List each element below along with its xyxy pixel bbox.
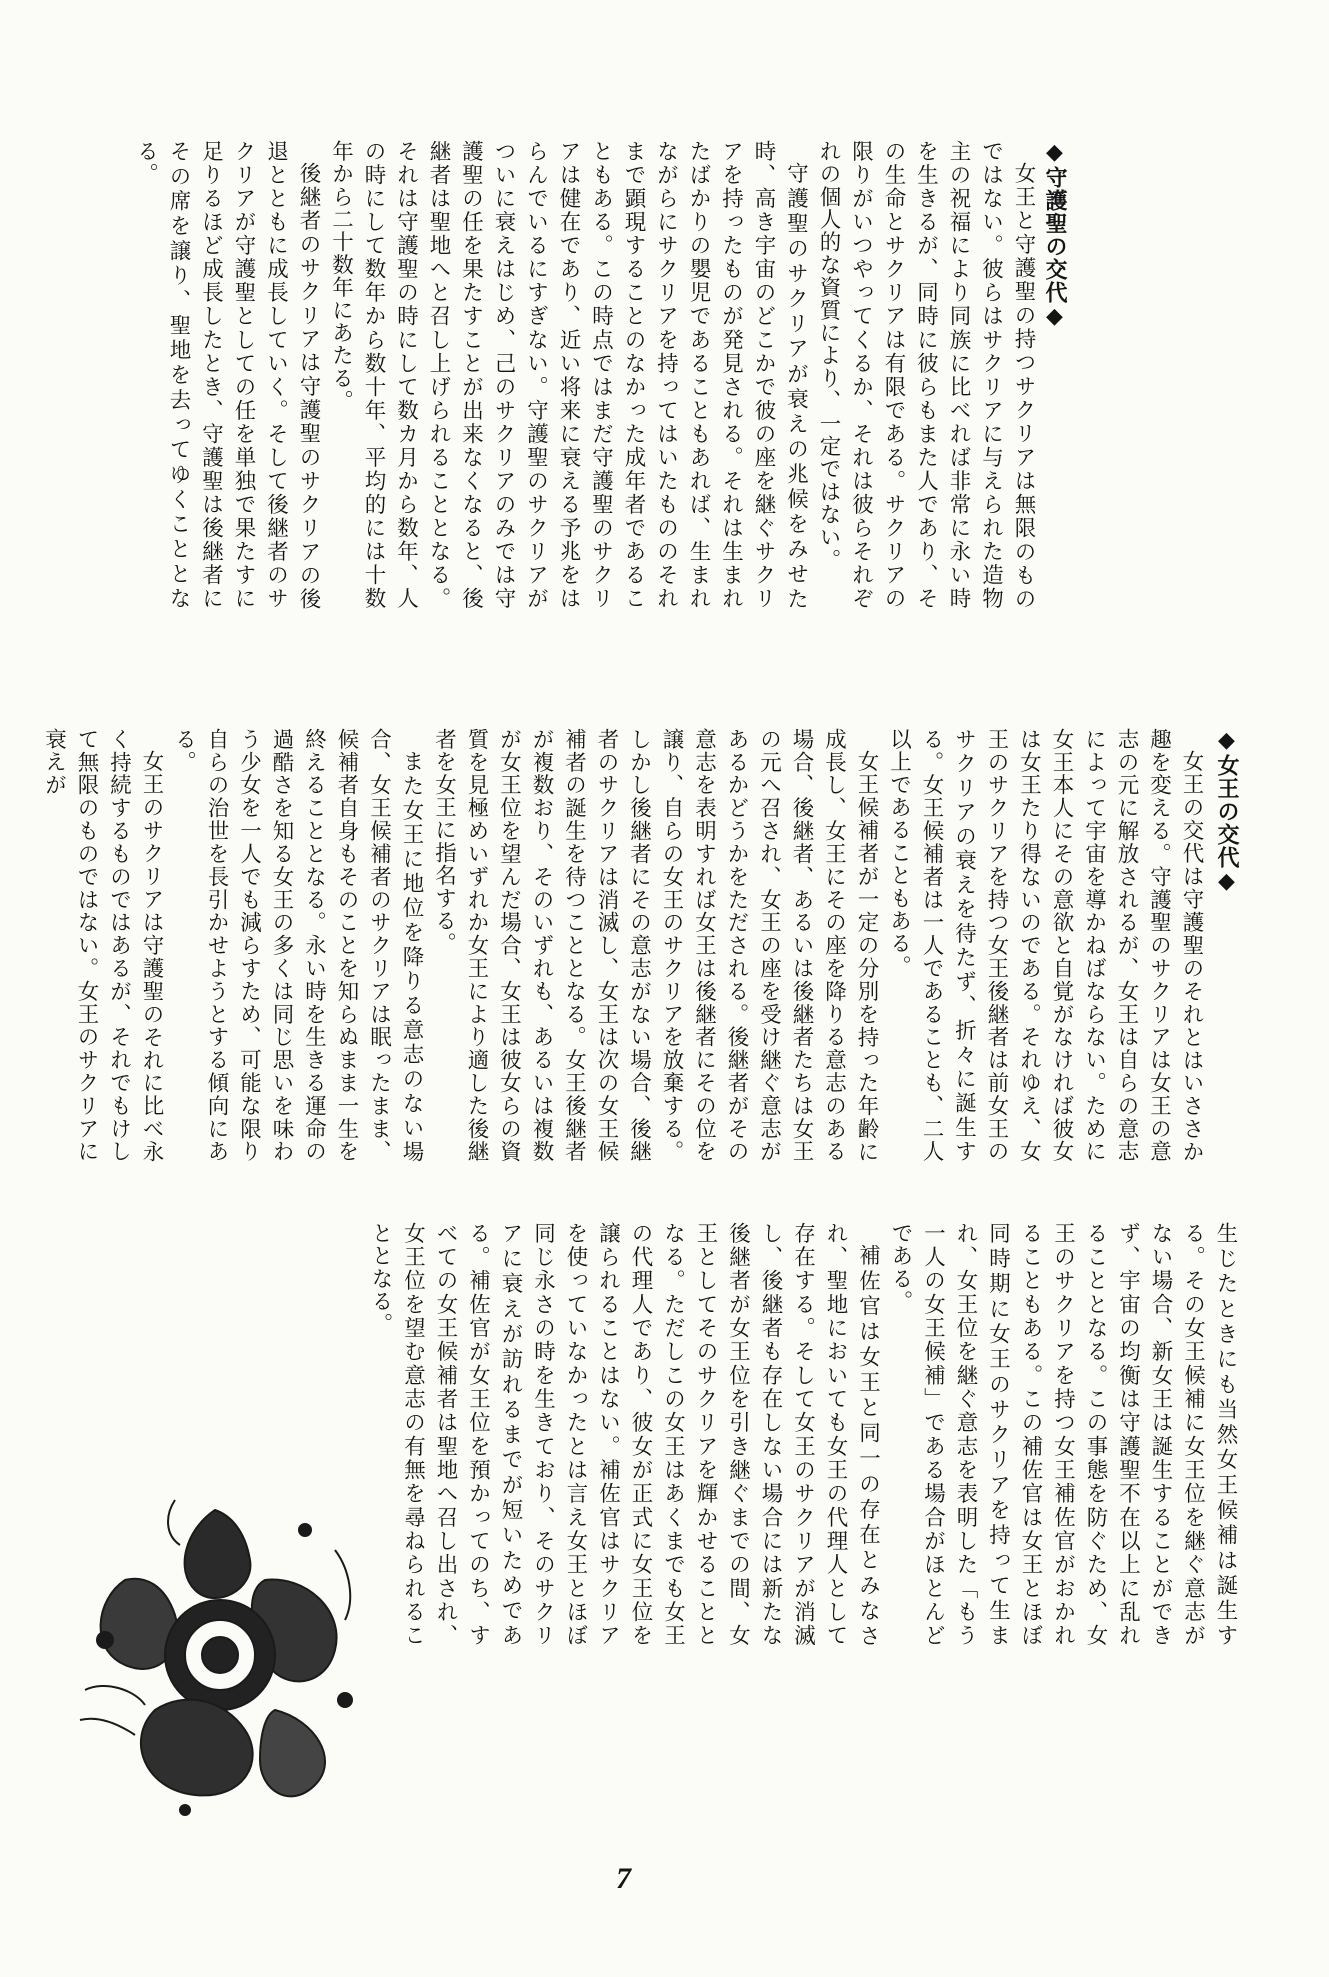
paragraph: 後継者のサクリアは守護聖のサクリアの後退とともに成長していく。そして後継者のサクリアが守護聖としての任を単独で果たすに足りるほど成長したとき、守護聖は後継者にその席を譲り、聖地を去ってゆくこととなる。: [133, 140, 321, 610]
section-body-continuation: [368, 1222, 1241, 1647]
paragraph: 女王のサクリアは守護聖のそれに比べ永く持続するものではあるが、それでもけして無限のものではない。女王のサクリアに衰えが: [41, 728, 164, 1163]
page-number: 7: [616, 1862, 631, 1895]
paragraph: 補佐官は女王と同一の存在とみなされ、聖地においても女王の代理人として存在する。そして女王のサクリアが消滅し、後継者も存在しない場合には新たな後継者が女王位を引き継ぐまでの間、女王としてそのサクリアを輝かせることとなる。ただしこの女王はあくまでも女王の代理人であり、彼女が正式に女王位を譲られることはない。補佐官はサクリアを使っていなかったとは言え女王とほぼ同じ永さの時を生きており、そのサクリアに衰えが訪れるまでが短いためである。補佐官が女王位を預かってのち、すべての女王候補者は聖地へ召し出され、女王位を望む意志の有無を尋ねられることとなる。: [368, 1222, 881, 1647]
paragraph: また女王に地位を降りる意志のない場合、女王候補者のサクリアは眠ったまま、候補者自身もそのことを知らぬまま一生を終えることとなる。永い時を生きる運命の過酷さを知る女王の多くは同じ思いを味わう少女を一人でも減らすため、可能な限り自らの治世を長引かせようとする傾向にある。: [171, 728, 424, 1163]
paragraph: 女王の交代は守護聖のそれとはいささか趣を変える。守護聖のサクリアは女王の意志の元に解放されるが、女王は自らの意志によって宇宙を導かねばならない。ために女王本人にその意欲と自覚がなければ彼女は女王たり得ないのである。それゆえ、女王のサクリアを持つ女王後継者は前女王のサクリアの衰えを待たず、折々に誕生する。女王候補者は一人であることも、二人以上であることもある。: [886, 728, 1204, 1163]
paragraph: 生じたときにも当然女王候補は誕生する。その女王候補に女王位を継ぐ意志がない場合、新女王は誕生することができず、宇宙の均衡は守護聖不在以上に乱れることとなる。この事態を防ぐため、女王のサクリアを持つ女王補佐官がおかれることもある。この補佐官は女王とほぼ同時期に女王のサクリアを持って生まれ、女王位を継ぐ意志を表明した「もう一人の女王候補」である場合がほとんどである。: [888, 1222, 1238, 1647]
paragraph: 守護聖のサクリアが衰えの兆候をみせた時、高き宇宙のどこかで彼の座を継ぐサクリアを持ったものが発見される。それは生まれたばかりの嬰児であることもあれば、生まれながらにサクリアを持ってはいたもののそれまで顕現することのなかった成年者であることもある。この時点ではまだ守護聖のサクリアは健在であり、近い将来に衰える予兆をはらんでいるにすぎない。守護聖のサクリアがついに衰えはじめ、己のサクリアのみでは守護聖の任を果たすことが出来なくなると、後継者は聖地へと召し上げられることとなる。それは守護聖の時にして数カ月から数年、人の時にして数年から数十年、平均的には十数年から二十数年にあたる。: [328, 140, 809, 610]
section-body-guardian-succession: [133, 140, 1039, 610]
floral-ornament-illustration: [65, 1490, 375, 1820]
section-heading-guardian-succession: ◆守護聖の交代◆: [1042, 140, 1067, 330]
paragraph: 女王候補者が一定の分別を持った年齢に成長し、女王にその座を降りる意志のある場合、後継者、あるいは後継者たちは女王の元へ召され、女王の座を受け継ぐ意志があるかどうかをただされる。後継者がその意志を表明すれば女王は後継者にその位を譲り、自らの女王のサクリアを放棄する。しかし後継者にその意志がない場合、後継者のサクリアは消滅し、女王は次の女王候補者の誕生を待つこととなる。女王後継者が複数おり、そのいずれも、あるいは複数が女王位を望んだ場合、女王は彼女らの資質を見極めいずれか女王により適した後継者を女王に指名する。: [431, 728, 879, 1163]
section-body-queen-succession: [41, 728, 1207, 1163]
section-heading-queen-succession: ◆女王の交代◆: [1214, 728, 1239, 895]
paragraph: 女王と守護聖の持つサクリアは無限のものではない。彼らはサクリアに与えられた造物主の祝福により同族に比べれば非常に永い時を生きるが、同時に彼らもまた人であり、その生命とサクリアは有限である。サクリアの限りがいつやってくるか、それは彼らそれぞれの個人的な資質により、一定ではない。: [816, 140, 1036, 610]
